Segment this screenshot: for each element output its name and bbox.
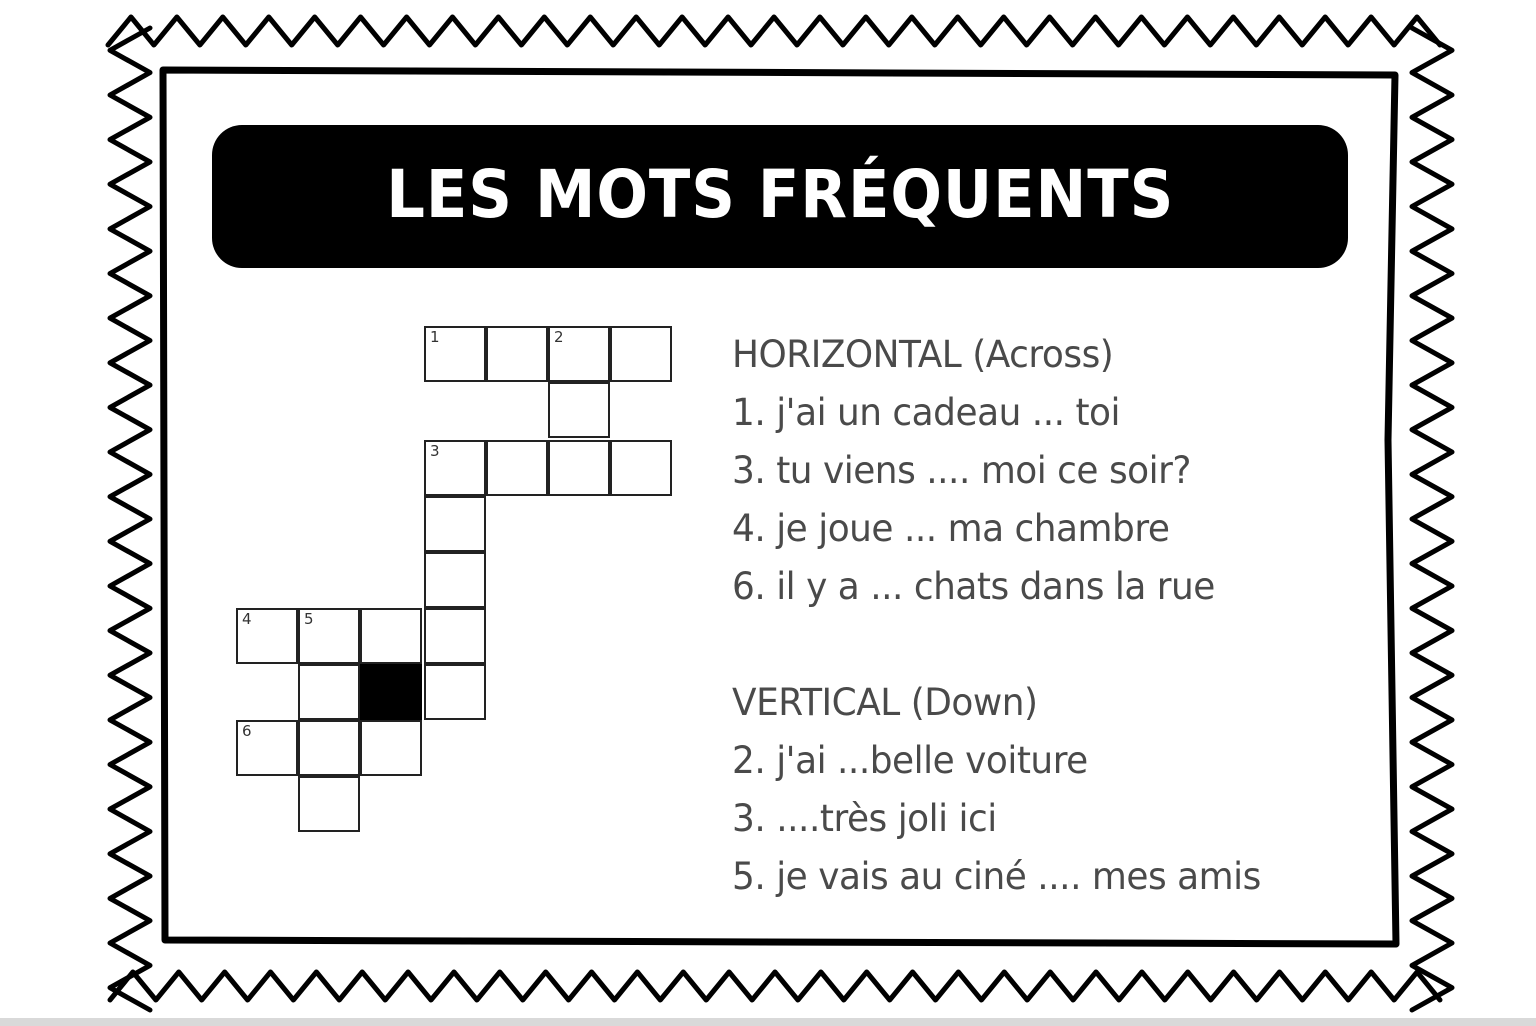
clue-number-1: 1: [430, 328, 440, 346]
crossword-cell[interactable]: [548, 382, 610, 438]
crossword-cell[interactable]: [424, 664, 486, 720]
crossword-cell[interactable]: [548, 440, 610, 496]
horizontal-clue: 4. je joue ... ma chambre: [732, 507, 1170, 550]
crossword-cell[interactable]: [486, 440, 548, 496]
horizontal-clue: 6. il y a ... chats dans la rue: [732, 565, 1215, 608]
crossword-cell[interactable]: [610, 440, 672, 496]
crossword-cell[interactable]: [610, 326, 672, 382]
horizontal-clue: 3. tu viens .... moi ce soir?: [732, 449, 1191, 492]
crossword-cell[interactable]: [486, 326, 548, 382]
crossword-cell[interactable]: [236, 720, 298, 776]
crossword-cell[interactable]: [298, 776, 360, 832]
horizontal-clue: 1. j'ai un cadeau ... toi: [732, 391, 1121, 434]
vertical-clue: 3. ....très joli ici: [732, 797, 997, 840]
crossword-cell[interactable]: [298, 720, 360, 776]
bottom-strip: [0, 1018, 1536, 1026]
crossword-cell[interactable]: [298, 664, 360, 720]
horizontal-heading: HORIZONTAL (Across): [732, 333, 1114, 376]
title-banner: [212, 125, 1348, 268]
vertical-clue: 5. je vais au ciné .... mes amis: [732, 855, 1261, 898]
clue-number-3: 3: [430, 442, 440, 460]
crossword-cell[interactable]: [424, 552, 486, 608]
vertical-clue: 2. j'ai ...belle voiture: [732, 739, 1088, 782]
crossword-cell[interactable]: [298, 608, 360, 664]
clue-number-4: 4: [242, 610, 252, 628]
crossword-cell[interactable]: [236, 608, 298, 664]
crossword-black-cell: [360, 664, 422, 720]
crossword-cell[interactable]: [360, 608, 422, 664]
crossword-cell[interactable]: [424, 326, 486, 382]
clue-number-2: 2: [554, 328, 564, 346]
crossword-cell[interactable]: [548, 326, 610, 382]
vertical-heading: VERTICAL (Down): [732, 681, 1038, 724]
page-title: LES MOTS FRÉQUENTS: [385, 156, 1175, 233]
crossword-cell[interactable]: [424, 608, 486, 664]
clue-number-5: 5: [304, 610, 314, 628]
crossword-cell[interactable]: [424, 440, 486, 496]
crossword-cell[interactable]: [424, 496, 486, 552]
crossword-cell[interactable]: [360, 720, 422, 776]
clue-number-6: 6: [242, 722, 252, 740]
